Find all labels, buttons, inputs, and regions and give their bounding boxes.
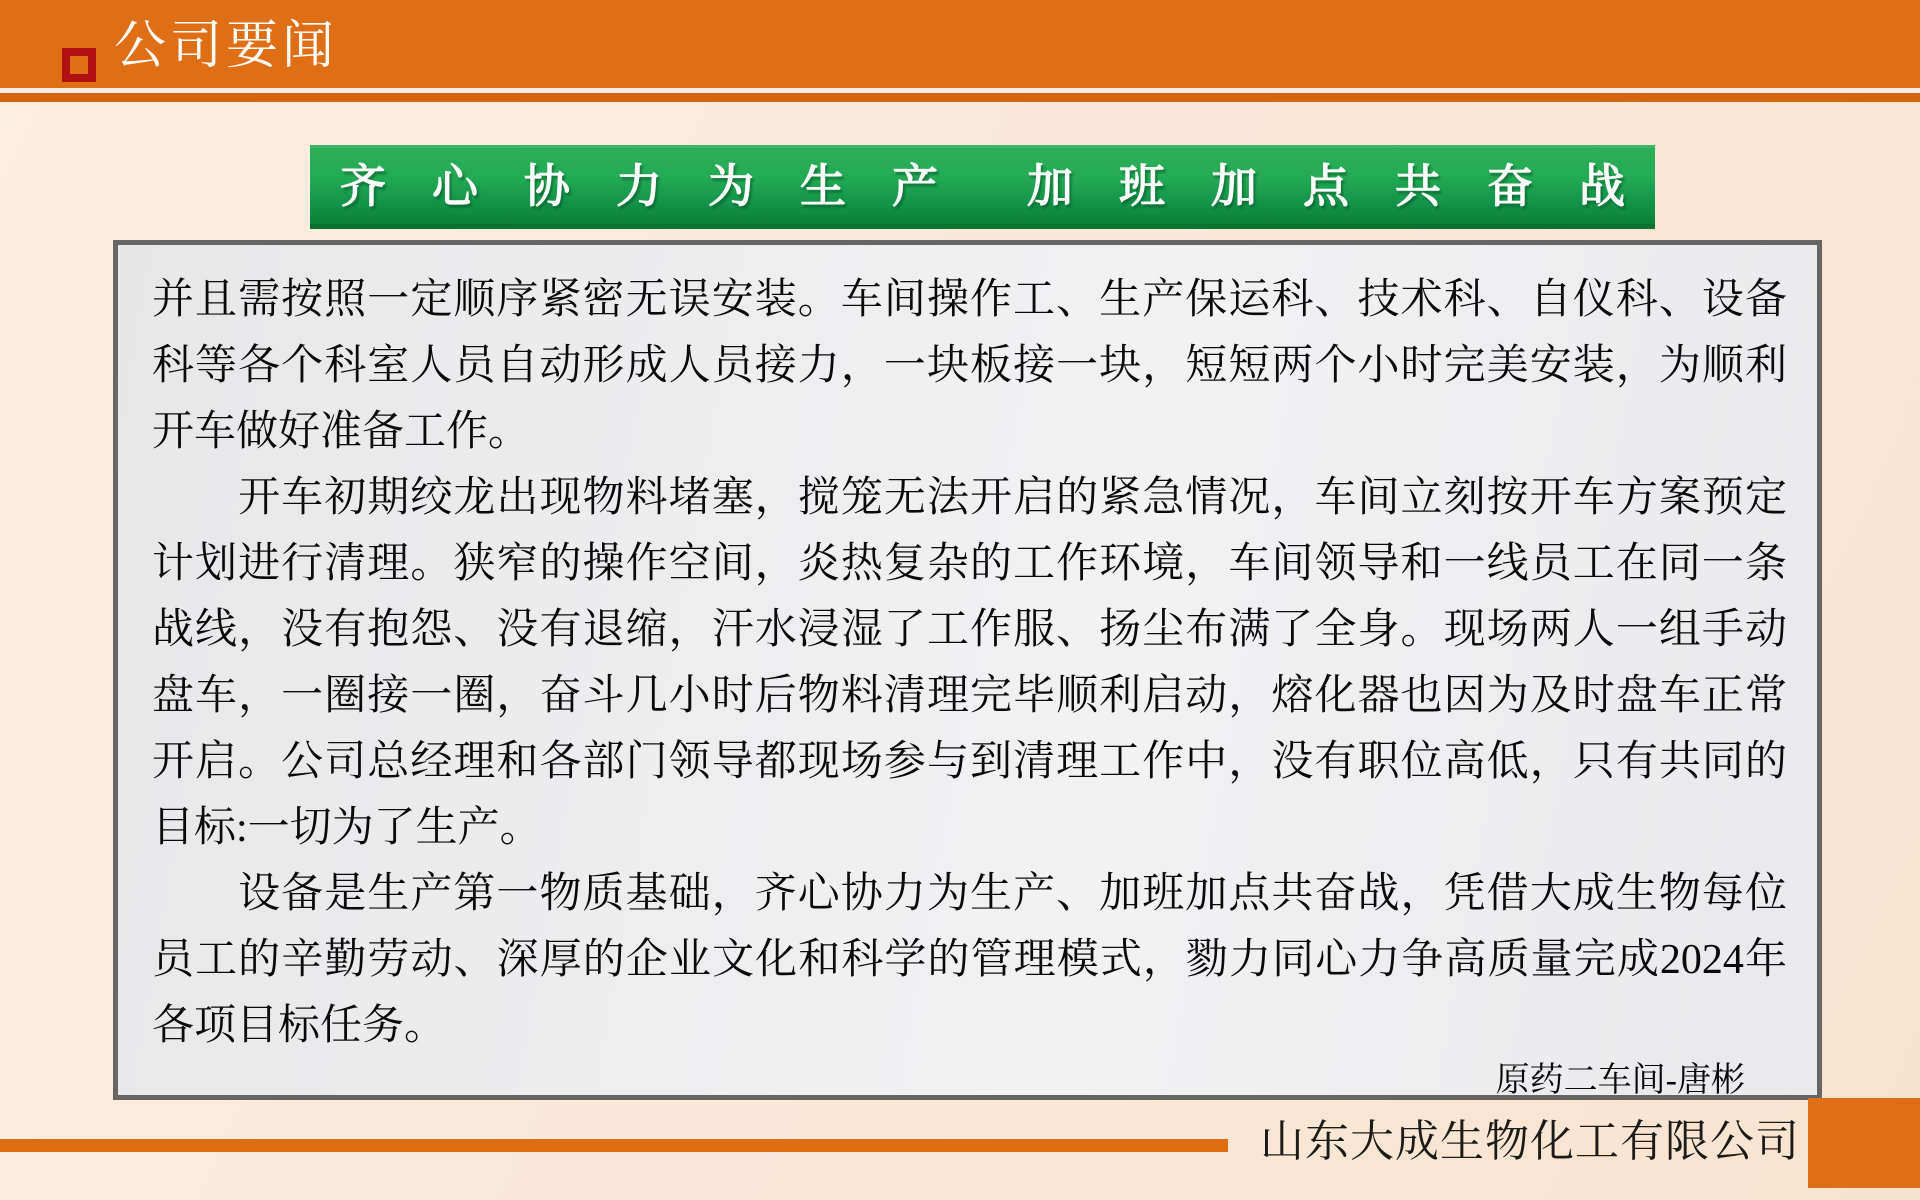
banner-char: 战 xyxy=(1579,160,1625,212)
banner-left-phrase xyxy=(340,160,938,212)
article-box xyxy=(113,240,1822,1100)
banner-char: 协 xyxy=(524,160,570,212)
banner-char: 奋 xyxy=(1487,160,1533,212)
banner-char: 产 xyxy=(892,160,938,212)
article-line: 开车做好准备工作。 xyxy=(152,409,531,455)
banner-char: 心 xyxy=(432,160,478,212)
banner-char: 力 xyxy=(616,160,662,212)
article-signature: 原药二车间-唐彬 xyxy=(1495,1062,1745,1099)
article-line: 员工的辛勤劳动、深厚的企业文化和科学的管理模式，勠力同心力争高质量完成2024年 xyxy=(152,937,1787,983)
article-body xyxy=(152,267,1787,1059)
article-line: 各项目标任务。 xyxy=(152,1003,447,1049)
article-line: 盘车，一圈接一圈，奋斗几小时后物料清理完毕顺利启动，熔化器也因为及时盘车正常 xyxy=(152,673,1787,719)
banner-char: 共 xyxy=(1395,160,1441,212)
article-line: 战线，没有抱怨、没有退缩，汗水浸湿了工作服、扬尘布满了全身。现场两人一组手动 xyxy=(152,607,1787,653)
slogan-banner xyxy=(310,145,1655,229)
company-name: 山东大成生物化工有限公司 xyxy=(1260,1117,1800,1166)
article-line: 科等各个科室人员自动形成人员接力，一块板接一块，短短两个小时完美安装，为顺利 xyxy=(152,343,1787,389)
header-separator-dark xyxy=(0,93,1920,102)
article-line: 计划进行清理。狭窄的操作空间，炎热复杂的工作环境，车间领导和一线员工在同一条 xyxy=(152,541,1787,587)
banner-char: 点 xyxy=(1303,160,1349,212)
banner-char: 为 xyxy=(708,160,754,212)
title-bullet-icon xyxy=(62,48,96,82)
banner-char: 加 xyxy=(1211,160,1257,212)
article-line: 设备是生产第一物质基础，齐心协力为生产、加班加点共奋战，凭借大成生物每位 xyxy=(152,871,1787,917)
article-line: 目标:一切为了生产。 xyxy=(152,805,542,851)
banner-char: 班 xyxy=(1119,160,1165,212)
footer-rule xyxy=(0,1139,1228,1152)
page-title: 公司要闻 xyxy=(114,17,339,75)
banner-char: 齐 xyxy=(340,160,386,212)
article-line: 并且需按照一定顺序紧密无误安装。车间操作工、生产保运科、技术科、自仪科、设备 xyxy=(152,277,1787,323)
banner-char: 加 xyxy=(1027,160,1073,212)
article-line: 开车初期绞龙出现物料堵塞，搅笼无法开启的紧急情况，车间立刻按开车方案预定 xyxy=(152,475,1787,521)
banner-char: 生 xyxy=(800,160,846,212)
article-line: 开启。公司总经理和各部门领导都现场参与到清理工作中，没有职位高低，只有共同的 xyxy=(152,739,1787,785)
banner-right-phrase xyxy=(1027,160,1625,212)
footer-corner-block xyxy=(1808,1098,1920,1188)
